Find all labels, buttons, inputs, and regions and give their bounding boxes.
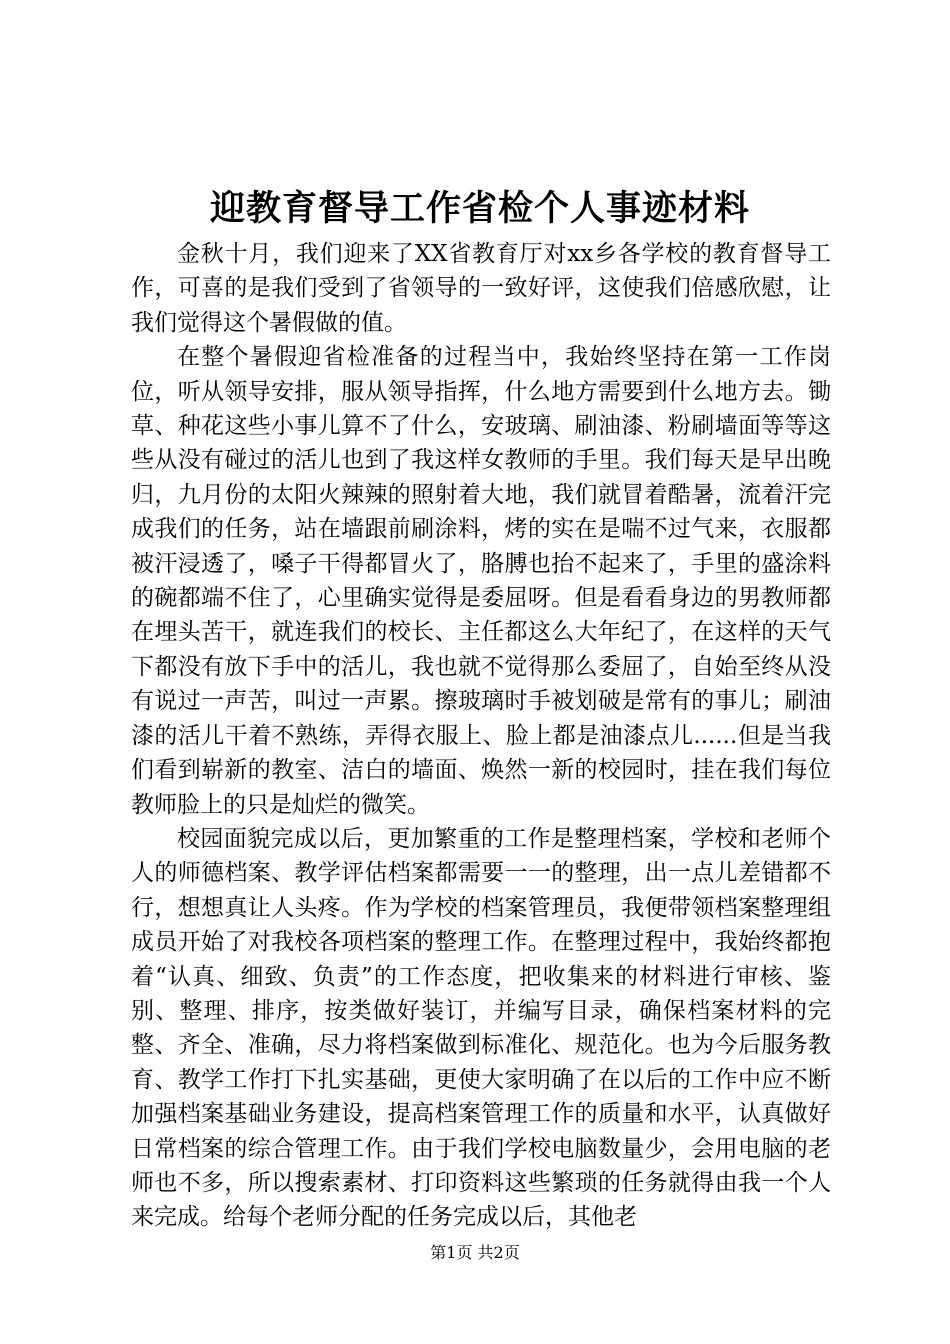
paragraph-1: 金秋十月，我们迎来了XX省教育厅对xx乡各学校的教育督导工作，可喜的是我们受到了省领导的一致好评，这使我们倍感欣慰，让我们觉得这个暑假做的值。	[131, 241, 831, 336]
page-footer	[0, 1242, 950, 1264]
paragraph-3: 校园面貌完成以后，更加繁重的工作是整理档案，学校和老师个人的师德档案、教学评估档案都需要一一的整理，出一点儿差错都不行，想想真让人头疼。作为学校的档案管理员，我便带领档案整理组成员开始了对我校各项档案的整理工作。在整理过程中，我始终都抱着“认真、细致、负责”的工作态度，把收集来的材料进行审核、鉴别、整理、排序，按类做好装订，并编写目录，确保档案材料的完整、齐全、准确，尽力将档案做到标准化、规范化。也为今后服务教育、教学工作打下扎实基础，更使大家明确了在以后的工作中应不断加强档案基础业务建设，提高档案管理工作的质量和水平，认真做好日常档案的综合管理工作。由于我们学校电脑数量少，会用电脑的老师也不多，所以搜索素材、打印资料这些繁琐的任务就得由我一个人来完成。给每个老师分配的任务完成以后，其他老	[131, 825, 831, 1231]
paragraph-2: 在整个暑假迎省检准备的过程当中，我始终坚持在第一工作岗位，听从领导安排，服从领导指挥，什么地方需要到什么地方去。锄草、种花这些小事儿算不了什么，安玻璃、刷油漆、粉刷墙面等等这些从没有碰过的活儿也到了我这样女教师的手里。我们每天是早出晚归，九月份的太阳火辣辣的照射着大地，我们就冒着酷暑，流着汗完成我们的任务，站在墙跟前刷涂料，烤的实在是喘不过气来，衣服都被汗浸透了，嗓子干得都冒火了，胳膊也抬不起来了，手里的盛涂料的碗都端不住了，心里确实觉得是委屈呀。但是看看身边的男教师都在埋头苦干，就连我们的校长、主任都这么大年纪了，在这样的天气下都没有放下手中的活儿，我也就不觉得那么委屈了，自始至终从没有说过一声苦，叫过一声累。擦玻璃时手被划破是常有的事儿；刷油漆的活儿干着不熟练，弄得衣服上、脸上都是油漆点儿......但是当我们看到崭新的教室、洁白的墙面、焕然一新的校园时，挂在我们每位教师脸上的只是灿烂的微笑。	[131, 344, 831, 818]
page-number: 第1页 共2页	[430, 1243, 520, 1262]
document-body	[131, 237, 831, 1235]
document-title: 迎教育督导工作省检个人事迹材料	[209, 188, 750, 229]
